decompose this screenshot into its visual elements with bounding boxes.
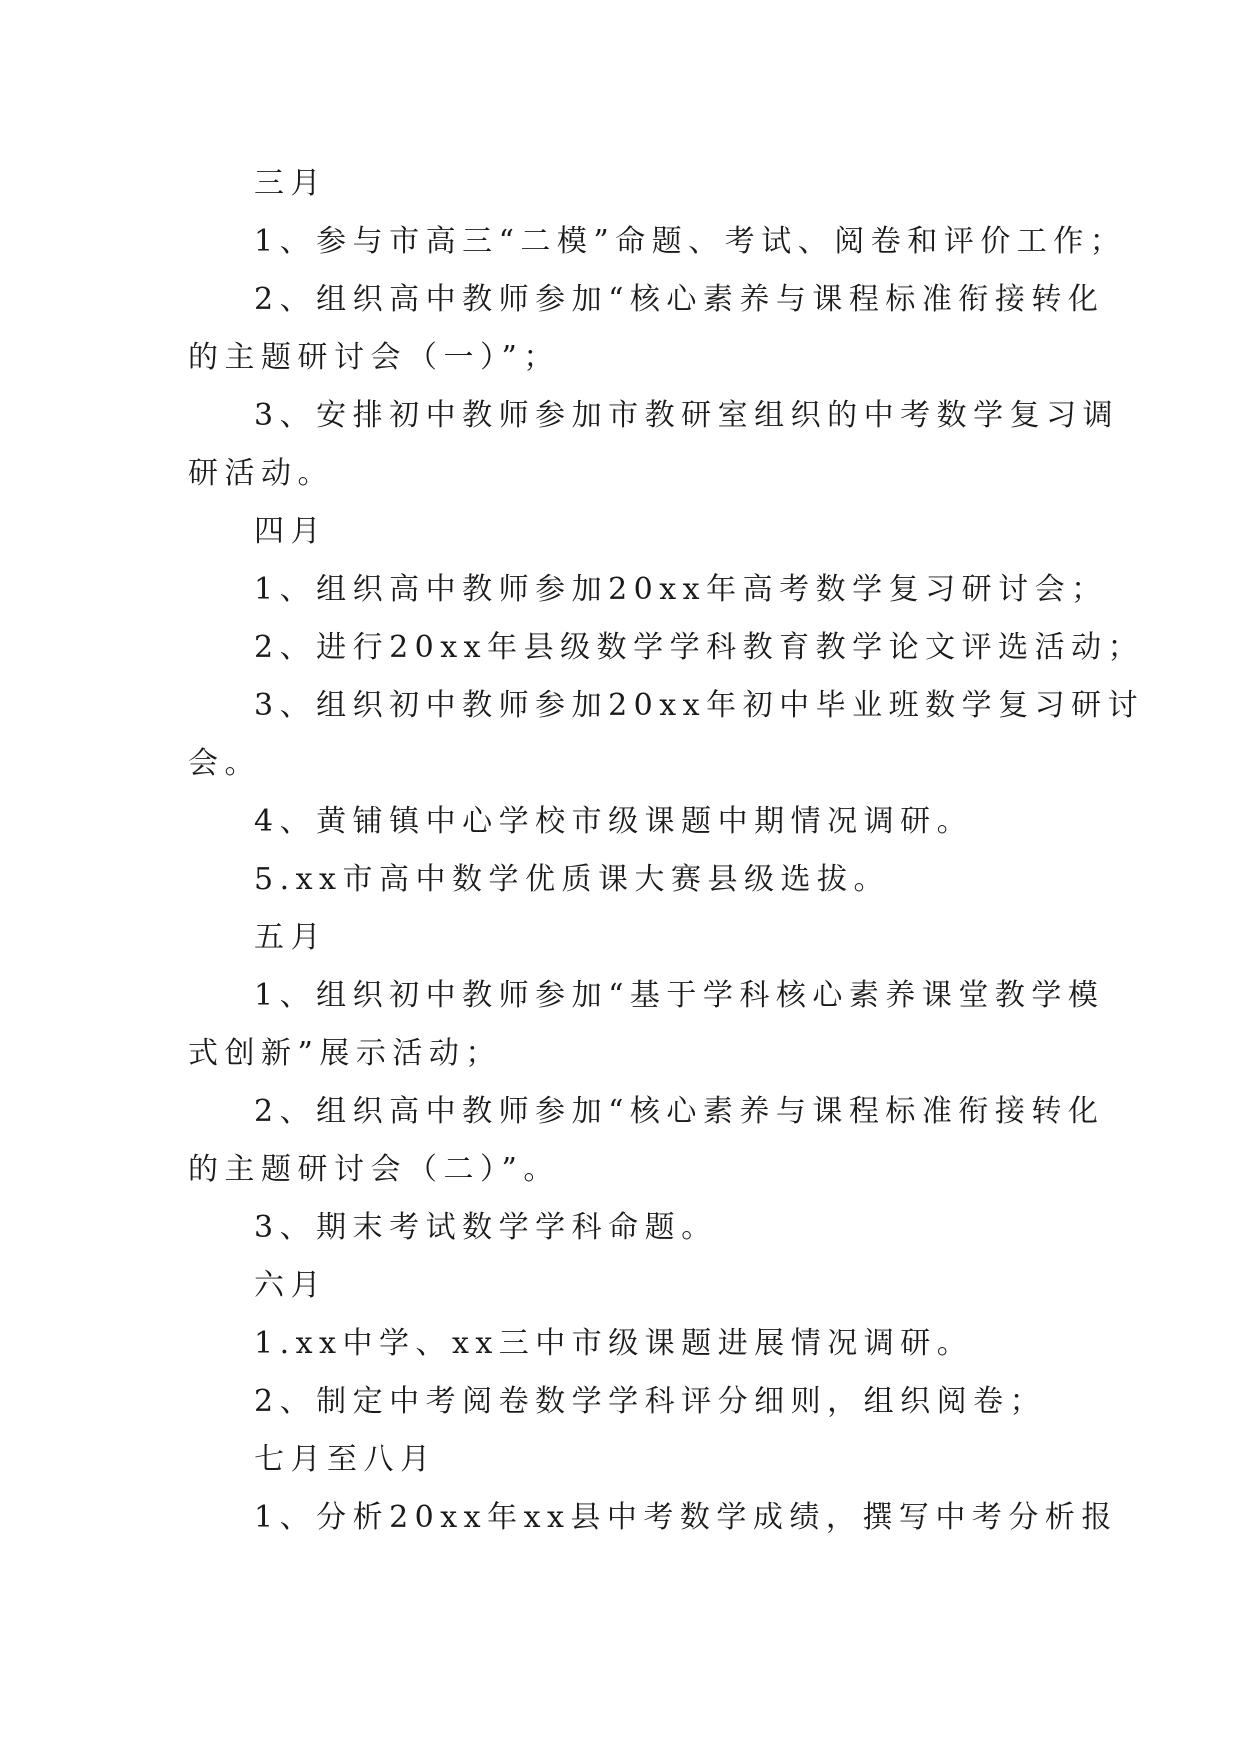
paragraph-line: 的主题研讨会（一）”； bbox=[188, 340, 560, 375]
month-heading-march: 三月 bbox=[254, 166, 327, 201]
paragraph-line: 2、制定中考阅卷数学学科评分细则，组织阅卷； bbox=[254, 1384, 1047, 1419]
paragraph-line: 3、组织初中教师参加20xx年初中毕业班数学复习研讨 bbox=[254, 688, 1145, 723]
month-heading-june: 六月 bbox=[254, 1268, 327, 1303]
paragraph-line: 5.xx市高中数学优质课大赛县级选拔。 bbox=[254, 862, 890, 897]
paragraph-line: 1、组织高中教师参加20xx年高考数学复习研讨会； bbox=[254, 572, 1108, 607]
paragraph-line: 3、安排初中教师参加市教研室组织的中考数学复习调 bbox=[254, 398, 1120, 433]
paragraph-line: 的主题研讨会（二）”。 bbox=[188, 1152, 560, 1187]
paragraph-line: 会。 bbox=[188, 746, 261, 781]
paragraph-line: 2、组织高中教师参加“核心素养与课程标准衔接转化 bbox=[254, 1094, 1105, 1129]
paragraph-line: 3、期末考试数学学科命题。 bbox=[254, 1210, 718, 1245]
paragraph-line: 2、组织高中教师参加“核心素养与课程标准衔接转化 bbox=[254, 282, 1105, 317]
document-body bbox=[188, 155, 1145, 1547]
paragraph-line: 2、进行20xx年县级数学学科教育教学论文评选活动； bbox=[254, 630, 1145, 665]
paragraph-line: 4、黄铺镇中心学校市级课题中期情况调研。 bbox=[254, 804, 974, 839]
paragraph-line: 研活动。 bbox=[188, 456, 334, 491]
month-heading-april: 四月 bbox=[254, 514, 327, 549]
paragraph-line: 1、组织初中教师参加“基于学科核心素养课堂教学模 bbox=[254, 978, 1105, 1013]
paragraph-line: 式创新”展示活动； bbox=[188, 1036, 502, 1071]
month-heading-july-august: 七月至八月 bbox=[254, 1442, 437, 1477]
month-heading-may: 五月 bbox=[254, 920, 327, 955]
paragraph-line: 1、参与市高三“二模”命题、考试、阅卷和评价工作； bbox=[254, 224, 1127, 259]
paragraph-line: 1.xx中学、xx三中市级课题进展情况调研。 bbox=[254, 1326, 974, 1361]
paragraph-line: 1、分析20xx年xx县中考数学成绩，撰写中考分析报 bbox=[254, 1500, 1118, 1535]
